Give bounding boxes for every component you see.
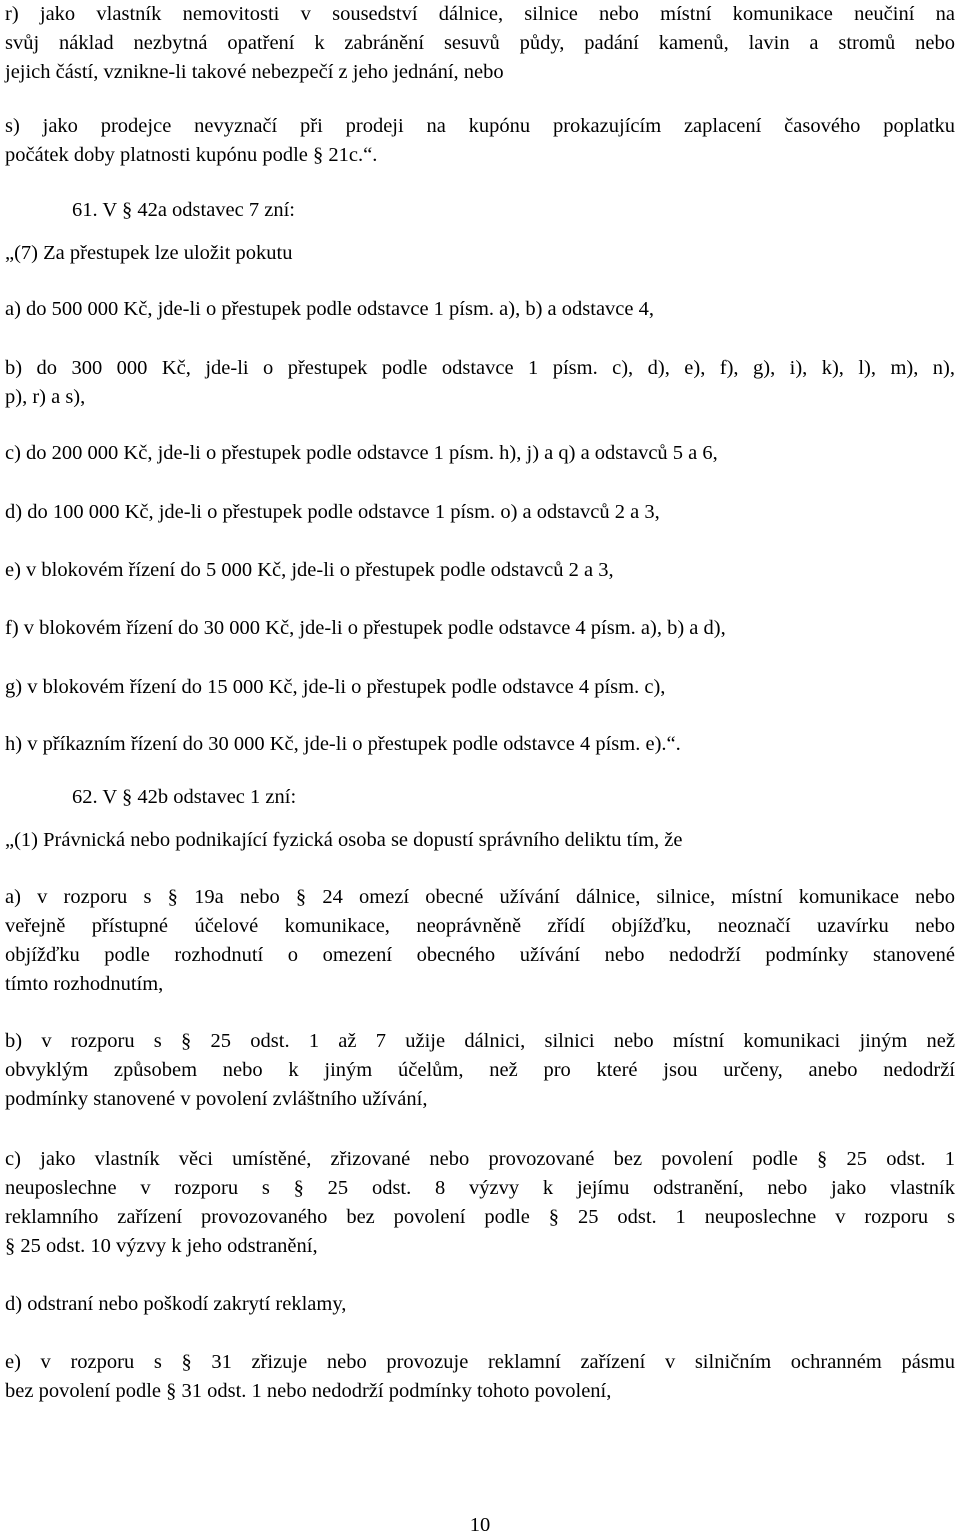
item-f	[5, 614, 955, 643]
section-61-heading	[72, 196, 952, 225]
text-line: jejich částí, vznikne-li takové nebezpečí z jeho jednání, nebo	[5, 61, 504, 83]
text-line: f) v blokovém řízení do 30 000 Kč, jde-li o přestupek podle odstavce 4 písm. a), b) a d),	[5, 617, 726, 639]
section-62-heading	[72, 783, 952, 812]
text-line: bez povolení podle § 31 odst. 1 nebo nedodrží podmínky tohoto povolení,	[5, 1380, 612, 1402]
item-a-delict	[5, 883, 955, 999]
item-b	[5, 354, 955, 412]
paragraph-s	[5, 112, 955, 170]
text-line: e) v rozporu s § 31 zřizuje nebo provozuje reklamní zařízení v silničním ochranném pásmu	[5, 1351, 955, 1373]
text-line: a) v rozporu s § 19a nebo § 24 omezí obecné užívání dálnice, silnice, místní komunikace nebo	[5, 886, 955, 908]
text-line: podmínky stanovené v povolení zvláštního užívání,	[5, 1088, 428, 1110]
text-line: objížďku podle rozhodnutí o omezení obecného užívání nebo nedodrží podmínky stanovené	[5, 944, 955, 966]
item-e-delict	[5, 1348, 955, 1406]
text-line: c) jako vlastník věci umístěné, zřizované nebo provozované bez povolení podle § 25 odst. 1	[5, 1148, 955, 1170]
item-c-delict	[5, 1145, 955, 1261]
item-c	[5, 439, 955, 468]
item-g	[5, 673, 955, 702]
text-line: d) do 100 000 Kč, jde-li o přestupek podle odstavce 1 písm. o) a odstavců 2 a 3,	[5, 501, 660, 523]
text-line: reklamního zařízení provozovaného bez povolení podle § 25 odst. 1 neuposlechne v rozporu s	[5, 1206, 955, 1228]
text-line: veřejně přístupné účelové komunikace, neoprávněně zřídí objížďku, neoznačí uzavírku nebo	[5, 915, 955, 937]
text-line: § 25 odst. 10 výzvy k jeho odstranění,	[5, 1235, 318, 1257]
item-d	[5, 498, 955, 527]
item-a	[5, 295, 955, 324]
item-h	[5, 730, 955, 759]
item-b-delict	[5, 1027, 955, 1114]
document-page	[5, 0, 955, 1537]
text-line: „(1) Právnická nebo podnikající fyzická osoba se dopustí správního deliktu tím, že	[5, 829, 683, 851]
text-line: „(7) Za přestupek lze uložit pokutu	[5, 242, 293, 264]
text-line: b) do 300 000 Kč, jde-li o přestupek podle odstavce 1 písm. c), d), e), f), g), i), k), l), m), n),	[5, 357, 955, 379]
item-e	[5, 556, 955, 585]
text-line: r) jako vlastník nemovitosti v sousedství dálnice, silnice nebo místní komunikace neučiní na	[5, 3, 955, 25]
text-line: 61. V § 42a odstavec 7 zní:	[72, 199, 295, 221]
text-line: a) do 500 000 Kč, jde-li o přestupek podle odstavce 1 písm. a), b) a odstavce 4,	[5, 298, 654, 320]
text-line: počátek doby platnosti kupónu podle § 21c.“.	[5, 144, 378, 166]
text-line: d) odstraní nebo poškodí zakrytí reklamy,	[5, 1293, 347, 1315]
text-line: tímto rozhodnutím,	[5, 973, 164, 995]
text-line: neuposlechne v rozporu s § 25 odst. 8 výzvy k jejímu odstranění, nebo jako vlastník	[5, 1177, 955, 1199]
page-number: 10	[469, 1514, 491, 1536]
paragraph-r	[5, 0, 955, 87]
text-line: g) v blokovém řízení do 15 000 Kč, jde-li o přestupek podle odstavce 4 písm. c),	[5, 676, 666, 698]
paragraph-7-intro	[5, 239, 955, 268]
text-line: b) v rozporu s § 25 odst. 1 až 7 užije dálnici, silnici nebo místní komunikaci jiným než	[5, 1030, 955, 1052]
paragraph-1-intro	[5, 826, 955, 855]
item-d-delict	[5, 1290, 955, 1319]
text-line: e) v blokovém řízení do 5 000 Kč, jde-li o přestupek podle odstavců 2 a 3,	[5, 559, 614, 581]
text-line: h) v příkazním řízení do 30 000 Kč, jde-li o přestupek podle odstavce 4 písm. e).“.	[5, 733, 681, 755]
text-line: obvyklým způsobem nebo k jiným účelům, než pro které jsou určeny, anebo nedodrží	[5, 1059, 955, 1081]
text-line: p), r) a s),	[5, 386, 86, 408]
text-line: svůj náklad nezbytná opatření k zabránění sesuvů půdy, padání kamenů, lavin a stromů nebo	[5, 32, 955, 54]
text-line: 62. V § 42b odstavec 1 zní:	[72, 786, 297, 808]
text-line: s) jako prodejce nevyznačí při prodeji na kupónu prokazujícím zaplacení časového poplatku	[5, 115, 955, 137]
text-line: c) do 200 000 Kč, jde-li o přestupek podle odstavce 1 písm. h), j) a q) a odstavců 5 a 6,	[5, 442, 718, 464]
